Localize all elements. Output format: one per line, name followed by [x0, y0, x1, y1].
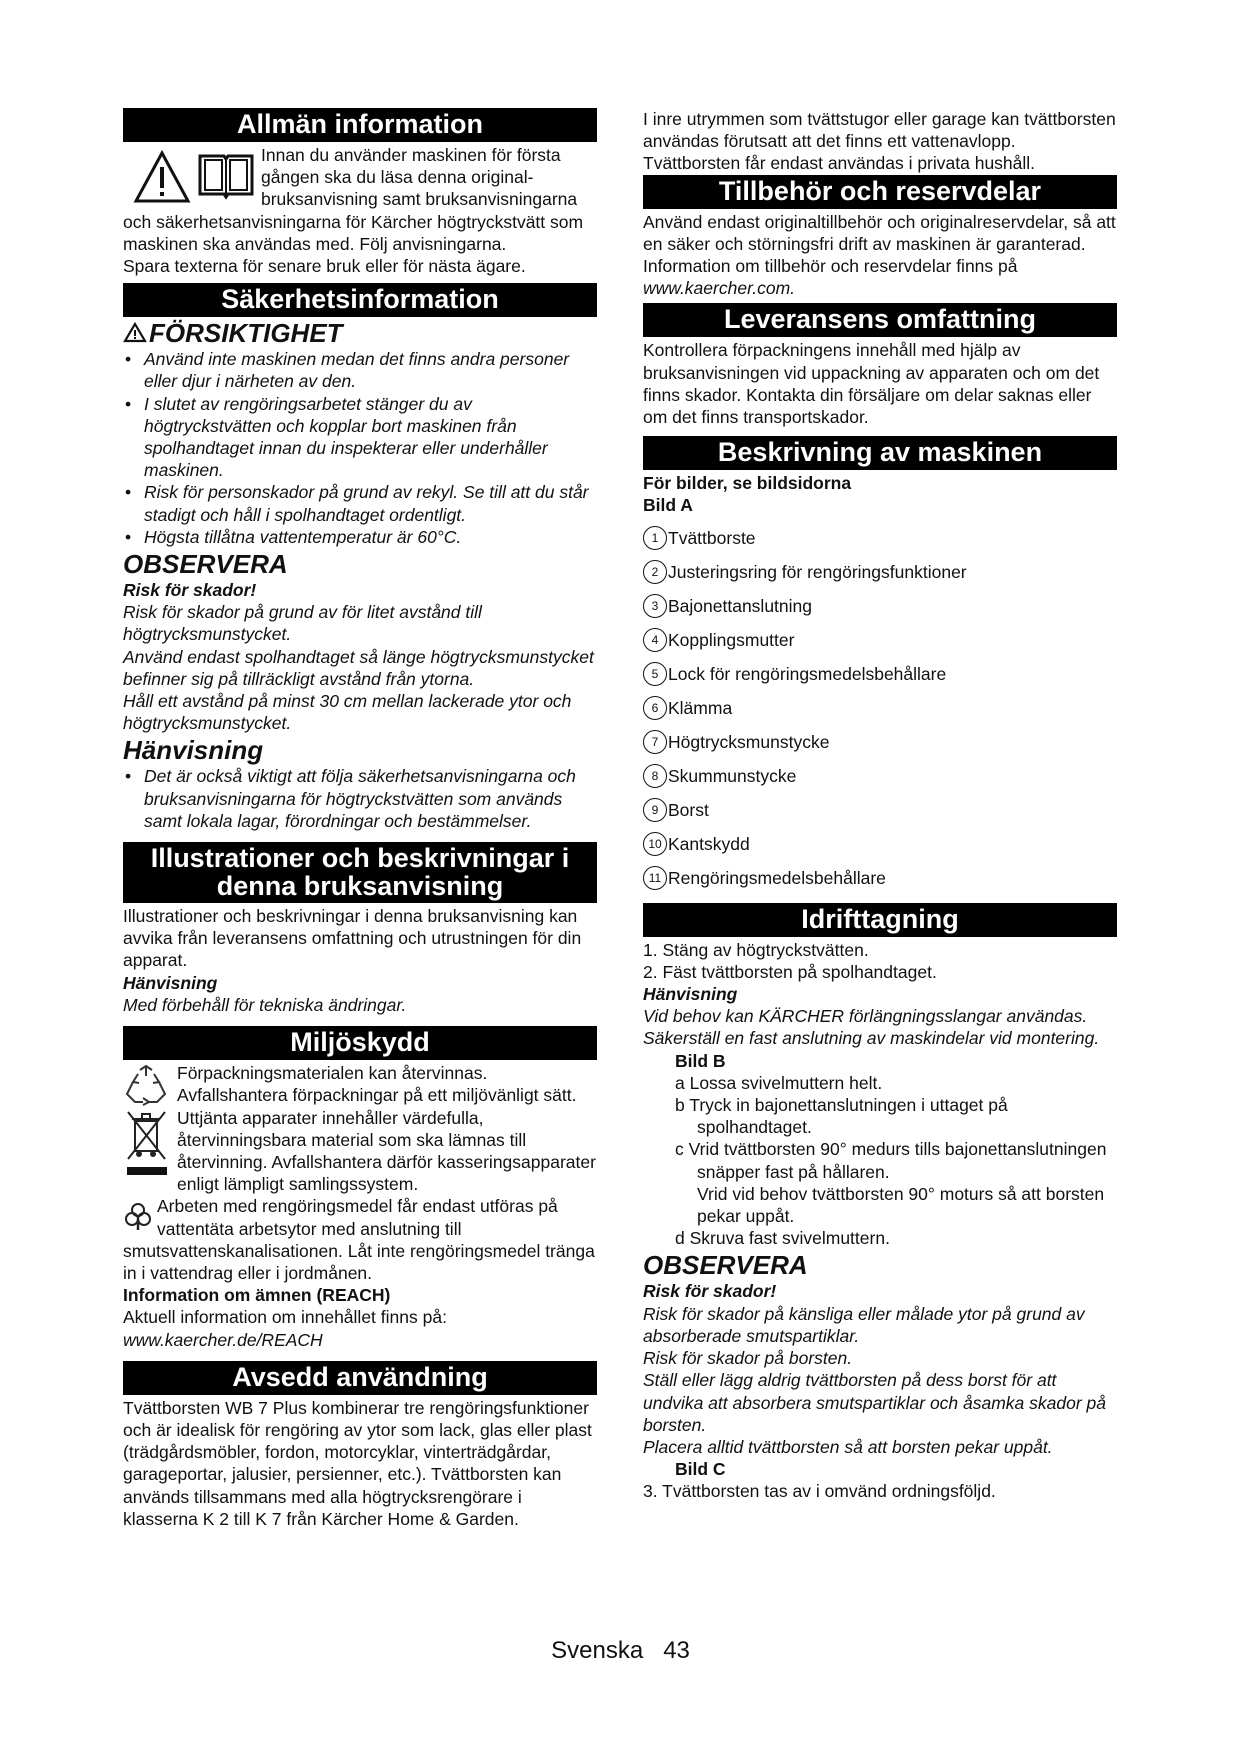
part-label: Justeringsring för rengöringsfunktioner — [668, 561, 967, 582]
part-number: 7 — [643, 730, 667, 754]
part-number: 9 — [643, 798, 667, 822]
part-number: 6 — [643, 696, 667, 720]
env-recycle-row — [123, 1062, 597, 1106]
reach-title: Information om ämnen (REACH) — [123, 1285, 391, 1306]
section-heading-environment: Miljöskydd — [123, 1026, 597, 1060]
notice-line: Risk för skador på känsliga eller målade ytor på grund av absorberade smutspartiklar. — [643, 1303, 1085, 1346]
intended-use-text-1: Tvättborsten WB 7 Plus kombinerar tre rengöringsfunktioner och är idealisk för rengöring av ytor som lack, glas eller plast (trädgårdsmöbler, fordon, motorcyklar, vinterträdgårdar, garageportar, jalusier, persienner, etc.). Tvättborsten kan används tillsammans med alla högtrycksrengörare i klasserna K 2 till K 7 från Kärcher Home & Garden. — [123, 1397, 592, 1529]
bild-b-label: Bild B — [675, 1050, 726, 1071]
reach-paragraph — [123, 1306, 597, 1350]
env-text-1: Förpackningsmaterialen kan återvinnas. Avfallshantera förpackningar på ett miljövänligt sätt. — [177, 1063, 577, 1106]
illustrations-text: Illustrationer och beskrivningar i denna bruksanvisning kan avvika från leveransens omfattning och utrustningen för din apparat. — [123, 906, 582, 971]
section-heading-general: Allmän information — [123, 108, 597, 142]
illustrations-heading-line1: Illustrationer och beskrivningar i — [150, 843, 570, 874]
section-heading-safety: Säkerhetsinformation — [123, 283, 597, 317]
general-intro — [123, 144, 597, 277]
part-number: 1 — [643, 526, 667, 550]
recycle-icon — [123, 1064, 169, 1106]
manual-book-icon — [197, 150, 255, 202]
intended-use-text-3: Tvättborsten får endast användas i privata hushåll. — [643, 153, 1036, 174]
substep-b: b Tryck in bajonettanslutningen i uttaget på spolhandtaget. — [675, 1095, 1008, 1138]
notice-line: Ställ eller lägg aldrig tvättborsten på dess borst för att undvika att absorbera smutspartiklar och åsamka skador på borsten. — [643, 1370, 1107, 1435]
reach-link[interactable]: www.kaercher.de/REACH — [123, 1329, 323, 1350]
list-item — [643, 589, 1117, 623]
list-item — [643, 759, 1117, 793]
step-1: 1. Stäng av högtryckstvätten. — [643, 939, 869, 960]
list-item — [643, 521, 1117, 555]
crossed-bin-icon — [125, 1109, 169, 1179]
warning-title — [123, 319, 597, 348]
part-label: Lock för rengöringsmedelsbehållare — [668, 663, 947, 684]
description-sub-1: För bilder, se bildsidorna — [643, 473, 852, 494]
substep-a: a Lossa svivelmuttern helt. — [675, 1072, 883, 1093]
footer-language: Svenska — [551, 1637, 644, 1664]
part-number: 8 — [643, 764, 667, 788]
page-footer — [0, 1637, 1241, 1665]
part-number: 5 — [643, 662, 667, 686]
section-heading-illustrations — [123, 842, 597, 903]
illustrations-note-title: Hänvisning — [123, 972, 218, 993]
part-number: 3 — [643, 594, 667, 618]
accessories-paragraph — [643, 255, 1117, 299]
env-text-3: Arbeten med rengöringsmedel får endast utföras på vattentäta arbetsytor med anslutning till smutsvattenskanalisationen. Låt inte rengöringsmedel tränga in i vattendrag eller i jordmånen. — [123, 1196, 595, 1283]
env-weee-row — [123, 1107, 597, 1196]
list-item — [643, 691, 1117, 725]
list-item: • I slutet av rengöringsarbetet stänger du av högtryckstvätten och kopplar bort maskinen från spolhandtaget innan du inspekterar eller underhåller maskinen. — [123, 393, 597, 482]
part-label: Kopplingsmutter — [668, 629, 795, 650]
general-text-1: Innan du använder maskinen för första gången ska du läsa denna original-bruksanvisning samt bruksanvisningarna och säkerhetsanvisningarna för Kärcher högtryckstvätt som maskinen ska användas med. Följ anvisningarna. — [123, 145, 584, 254]
part-label: Kantskydd — [668, 833, 750, 854]
commissioning-notice-title: OBSERVERA — [643, 1250, 808, 1281]
part-label: Rengöringsmedelsbehållare — [668, 867, 886, 888]
section-heading-intended-use: Avsedd användning — [123, 1361, 597, 1395]
illustrations-heading-line2: denna bruksanvisning — [216, 871, 504, 902]
bild-c-label: Bild C — [675, 1459, 726, 1480]
part-label: Klämma — [668, 697, 733, 718]
drain-icon — [123, 1201, 153, 1231]
safety-bullets — [123, 348, 597, 548]
part-label: Bajonettanslutning — [668, 595, 812, 616]
commissioning-note-title: Hänvisning — [643, 984, 738, 1005]
commissioning-note-line: Säkerställ en fast anslutning av maskindelar vid montering. — [643, 1028, 1100, 1049]
list-item — [643, 827, 1117, 861]
list-item: • Högsta tillåtna vattentemperatur är 60°C. — [123, 526, 597, 548]
section-heading-delivery: Leveransens omfattning — [643, 303, 1117, 337]
list-item — [643, 657, 1117, 691]
list-item: • Risk för personskador på grund av rekyl. Se till att du står stadigt och håll i spolhandtaget ordentligt. — [123, 481, 597, 525]
section-heading-description: Beskrivning av maskinen — [643, 436, 1117, 470]
commissioning-note-line: Vid behov kan KÄRCHER förlängningsslangar användas. — [643, 1006, 1088, 1027]
list-item — [643, 555, 1117, 589]
reach-text: Aktuell information om innehållet finns på: — [123, 1307, 447, 1328]
parts-list — [643, 521, 1117, 895]
notice-title: OBSERVERA — [123, 549, 288, 580]
notice-line: Risk för skador på borsten. — [643, 1348, 853, 1369]
step-3: 3. Tvättborsten tas av i omvänd ordningsföljd. — [643, 1481, 996, 1502]
note-title: Hänvisning — [123, 735, 264, 766]
right-column — [643, 108, 1117, 1503]
intended-use-text-2: I inre utrymmen som tvättstugor eller garage kan tvättborsten användas förutsatt att det finns ett vattenavlopp. — [643, 109, 1116, 152]
delivery-text: Kontrollera förpackningens innehåll med hjälp av bruksanvisningen vid uppackning av apparaten och om det finns skador. Kontakta din försäljare om delar saknas eller om det finns transportskador. — [643, 340, 1100, 428]
list-item — [643, 623, 1117, 657]
part-number: 4 — [643, 628, 667, 652]
list-item — [643, 793, 1117, 827]
accessories-link[interactable]: www.kaercher.com. — [643, 278, 796, 299]
description-sub-2: Bild A — [643, 495, 693, 516]
accessories-text-1: Använd endast originaltillbehör och originalreservdelar, så att en säker och störningsfri drift av maskinen är garanterad. — [643, 211, 1116, 254]
part-label: Borst — [668, 799, 709, 820]
general-text-2: Spara texterna för senare bruk eller för nästa ägare. — [123, 256, 526, 277]
page-number: 43 — [663, 1637, 690, 1664]
warning-title-text: FÖRSIKTIGHET — [149, 318, 343, 349]
list-item — [643, 861, 1117, 895]
commissioning-notice-subtitle: Risk för skador! — [643, 1281, 777, 1302]
section-heading-accessories: Tillbehör och reservdelar — [643, 175, 1117, 209]
warning-triangle-icon — [133, 150, 191, 204]
substep-c: c Vrid tvättborsten 90° medurs tills bajonettanslutningen snäpper fast på hållaren. — [675, 1139, 1107, 1182]
intro-icons — [123, 144, 257, 204]
env-detergent-row — [123, 1195, 597, 1284]
notice-subtitle: Risk för skador! — [123, 580, 257, 601]
illustrations-note-text: Med förbehåll för tekniska ändringar. — [123, 994, 407, 1015]
accessories-text-2: Information om tillbehör och reservdelar finns på — [643, 256, 1018, 277]
part-label: Högtrycksmunstycke — [668, 731, 830, 752]
notice-line: Risk för skador på grund av för litet avstånd till högtrycksmunstycket. — [123, 602, 482, 645]
substep-d: d Skruva fast svivelmuttern. — [675, 1228, 890, 1249]
env-text-2: Uttjänta apparater innehåller värdefulla, återvinningsbara material som ska lämnas till återvinning. Avfallshantera därför kasseringsapparater enligt lämpligt samlingssystem. — [177, 1107, 596, 1195]
commissioning-steps — [643, 939, 1117, 1250]
note-bullets — [123, 765, 597, 832]
list-item: • Använd inte maskinen medan det finns andra personer eller djur i närheten av den. — [123, 348, 597, 392]
part-label: Tvättborste — [668, 527, 756, 548]
list-item: • Det är också viktigt att följa säkerhetsanvisningarna och bruksanvisningarna för högtryckstvätten som används samt lokala lagar, förordningar och bestämmelser. — [123, 765, 597, 832]
left-column — [123, 108, 597, 1530]
part-number: 2 — [643, 560, 667, 584]
notice-line: Använd endast spolhandtaget så länge högtrycksmunstycket befinner sig på tillräckligt avstånd från ytorna. — [123, 646, 594, 689]
list-item — [643, 725, 1117, 759]
section-heading-commissioning: Idrifttagning — [643, 903, 1117, 937]
notice-line: Håll ett avstånd på minst 30 cm mellan lackerade ytor och högtrycksmunstycket. — [123, 691, 572, 734]
part-number: 11 — [643, 866, 667, 890]
substep-c-note: Vrid vid behov tvättborsten 90° moturs så att borsten pekar uppåt. — [697, 1183, 1105, 1227]
part-label: Skummunstycke — [668, 765, 797, 786]
notice-line: Placera alltid tvättborsten så att borsten pekar uppåt. — [643, 1436, 1053, 1457]
warning-small-icon — [123, 322, 147, 343]
step-2: 2. Fäst tvättborsten på spolhandtaget. — [643, 961, 937, 982]
part-number: 10 — [643, 832, 667, 856]
